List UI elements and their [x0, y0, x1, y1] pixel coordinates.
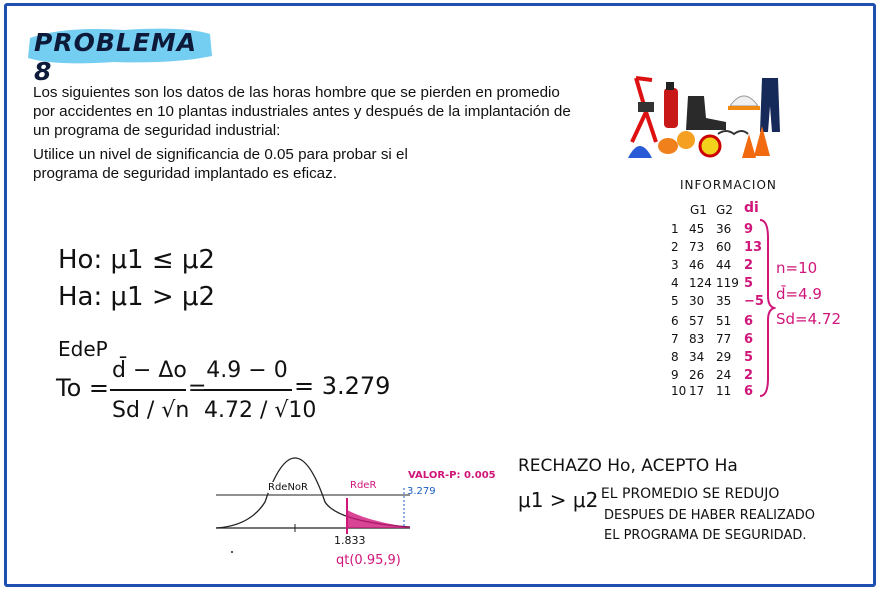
conclusion-line2: . EL PROMEDIO SE REDUJO [592, 486, 780, 502]
row-g2: 60 [716, 240, 732, 254]
row-di: 6 [744, 314, 754, 329]
dbar-value: d̄=4.9 [776, 285, 822, 303]
col-g1-header: G1 [690, 203, 707, 217]
rdenor-label: RdeNoR [268, 482, 308, 493]
row-g1: 57 [689, 314, 705, 328]
info-heading: INFORMACION [680, 178, 777, 192]
row-g1: 26 [689, 368, 705, 382]
row-g2: 35 [716, 294, 732, 308]
row-di: 9 [744, 222, 754, 237]
row-di: −5 [744, 294, 764, 309]
statistic-result: = 3.279 [294, 372, 391, 400]
formula-numerator: d̄ − Δo [112, 358, 187, 383]
conclusion-relation: μ1 > μ2 [518, 488, 599, 512]
conclusion-line3: DESPUES DE HABER REALIZADO [604, 508, 816, 523]
col-di-header: di [744, 200, 759, 216]
row-g2: 44 [716, 258, 732, 272]
row-g1: 124 [689, 276, 712, 290]
conclusion-line4: EL PROGRAMA DE SEGURIDAD. [604, 528, 807, 543]
problem-statement: Los siguientes son los datos de las horas hombre que se pierden en promedio por accidentes en 10 plantas industriales antes y después de la implantación de un programa de seguridad industrial: [33, 84, 571, 139]
row-g1: 34 [689, 350, 705, 364]
statistic-label: EdeP [58, 337, 108, 361]
row-g1: 45 [689, 222, 705, 236]
values-numerator: 4.9 − 0 [206, 358, 288, 383]
col-g2-header: G2 [716, 203, 733, 217]
row-g1: 30 [689, 294, 705, 308]
row-di: 6 [744, 384, 754, 399]
row-index: 6 [671, 314, 679, 328]
row-g1: 83 [689, 332, 705, 346]
equals-sign: = [188, 376, 207, 401]
row-index: 9 [671, 368, 679, 382]
row-index: 3 [671, 258, 679, 272]
row-index: 5 [671, 294, 679, 308]
row-g2: 36 [716, 222, 732, 236]
alt-hypothesis: Ha: μ1 > μ2 [58, 282, 215, 312]
row-g2: 11 [716, 384, 732, 398]
row-di: 5 [744, 276, 754, 291]
row-index: 4 [671, 276, 679, 290]
row-g1: 73 [689, 240, 705, 254]
n-value: n=10 [776, 259, 818, 277]
table-brace-icon [756, 218, 776, 400]
row-g2: 77 [716, 332, 732, 346]
row-index: 2 [671, 240, 679, 254]
row-di: 2 [744, 368, 754, 383]
safety-equipment-image [622, 72, 784, 164]
values-fraction-bar [204, 389, 292, 391]
row-di: 2 [744, 258, 754, 273]
problem-instruction: Utilice un nivel de significancia de 0.05 para probar si el programa de seguridad implantado es eficaz. [33, 146, 408, 182]
title-block [24, 20, 214, 86]
conclusion-decision: RECHAZO Ho, ACEPTO Ha [518, 456, 738, 476]
row-g2: 24 [716, 368, 732, 382]
row-g1: 46 [689, 258, 705, 272]
formula-fraction-bar [110, 389, 186, 391]
statistic-lhs: To = [56, 374, 110, 402]
valor-p-label: VALOR-P: 0.005 [408, 470, 496, 481]
critical-value-label: 1.833 [334, 534, 366, 547]
row-di: 6 [744, 332, 754, 347]
row-g2: 51 [716, 314, 732, 328]
null-hypothesis: Ho: μ1 ≤ μ2 [58, 245, 215, 275]
row-index: 1 [671, 222, 679, 236]
row-index: 7 [671, 332, 679, 346]
formula-denominator: Sd / √n [112, 398, 190, 423]
row-g1: 17 [689, 384, 705, 398]
qt-label: qt(0.95,9) [336, 553, 401, 568]
row-g2: 119 [716, 276, 739, 290]
values-denominator: 4.72 / √10 [204, 398, 317, 423]
row-di: 13 [744, 240, 763, 255]
row-index: 8 [671, 350, 679, 364]
row-g2: 29 [716, 350, 732, 364]
row-index: 10 [671, 384, 687, 398]
stat-marker-label: 3.279 [407, 486, 436, 497]
page-title: PROBLEMA 8 [34, 28, 198, 86]
row-di: 5 [744, 350, 754, 365]
sd-value: Sd=4.72 [776, 310, 842, 328]
rder-label: RdeR [350, 480, 377, 491]
